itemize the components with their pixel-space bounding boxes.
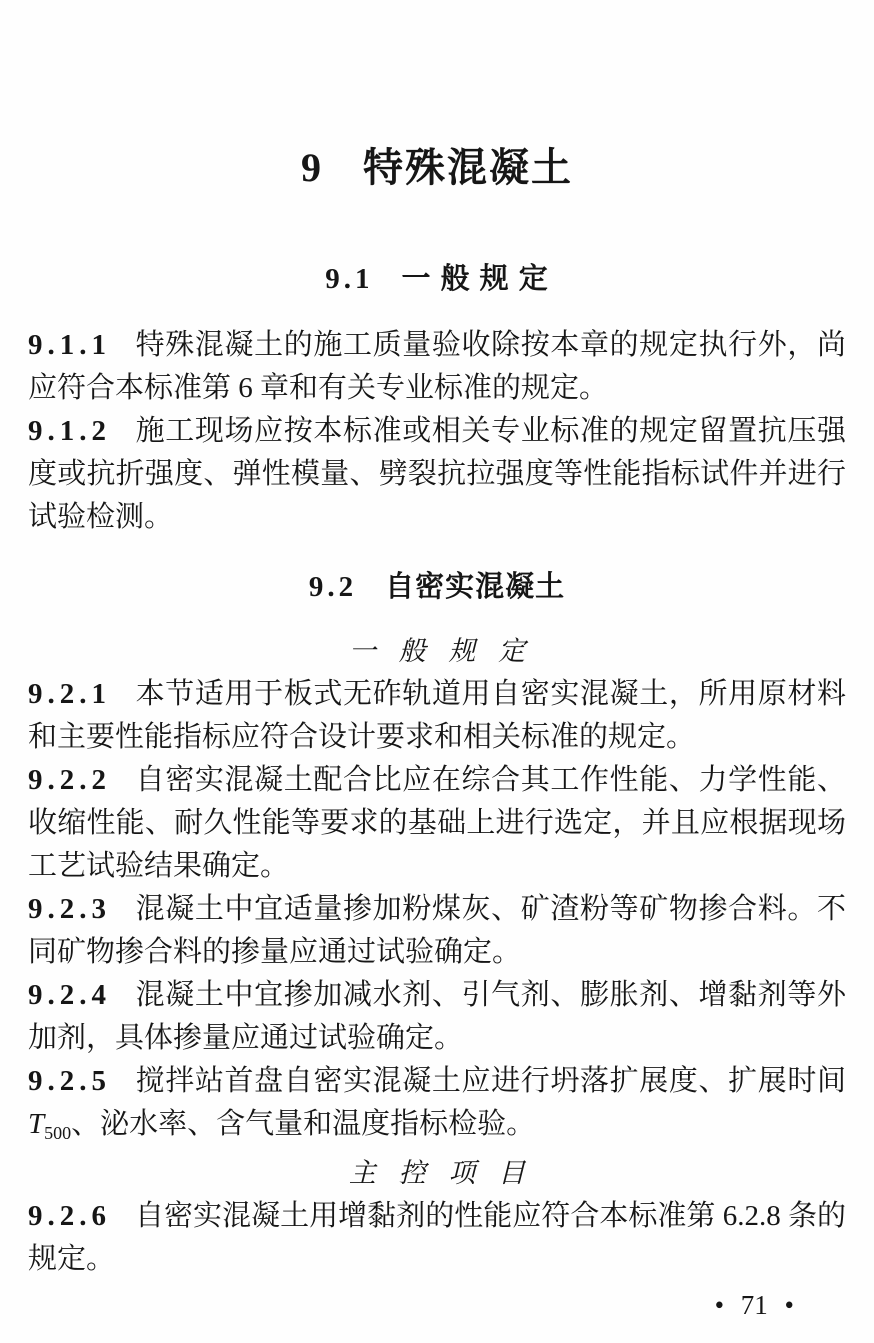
section-heading-9-2	[28, 572, 846, 603]
clause-number: 9.2.2	[28, 764, 111, 796]
clause-text: 施工现场应按本标准或相关专业标准的规定留置抗压强度或抗折强度、弹性模量、劈裂抗拉强度等性能指标试件并进行试验检测。	[28, 415, 846, 533]
clause-number: 9.2.3	[28, 893, 111, 925]
t500-symbol: T	[28, 1108, 45, 1140]
section-9-1-clauses	[28, 324, 846, 539]
clause-text: 本节适用于板式无砟轨道用自密实混凝土，所用原材料和主要性能指标应符合设计要求和相关标准的规定。	[28, 678, 846, 753]
clause-9-2-6	[28, 1195, 846, 1281]
clause-9-2-5	[28, 1060, 846, 1146]
clause-number: 9.1.2	[28, 415, 111, 447]
clause-number: 9.2.1	[28, 678, 111, 710]
section-9-2-general-clauses	[28, 673, 846, 1146]
section-heading-9-1	[28, 263, 846, 295]
t500-subscript: 500	[44, 1123, 72, 1143]
chapter-number: 9	[301, 145, 321, 190]
chapter-name: 特殊混凝土	[363, 146, 573, 190]
section-9-2-main-control-clauses	[28, 1195, 846, 1281]
clause-number: 9.2.4	[28, 979, 111, 1011]
clause-text: 混凝土中宜掺加减水剂、引气剂、膨胀剂、增黏剂等外加剂，具体掺量应通过试验确定。	[28, 979, 846, 1054]
section-title: 一 般 规 定	[401, 263, 549, 295]
page-number: • 71 •	[714, 1290, 794, 1320]
clause-9-1-1	[28, 324, 846, 410]
clause-number: 9.2.5	[28, 1065, 111, 1097]
clause-number: 9.1.1	[28, 329, 111, 361]
clause-text: 自密实混凝土配合比应在综合其工作性能、力学性能、收缩性能、耐久性能等要求的基础上进行选定，并且应根据现场工艺试验结果确定。	[28, 764, 846, 882]
chapter-title	[28, 146, 846, 190]
clause-9-2-1	[28, 673, 846, 759]
clause-9-2-2	[28, 759, 846, 888]
section-number: 9.2	[308, 571, 358, 603]
clause-text: 特殊混凝土的施工质量验收除按本章的规定执行外，尚应符合本标准第 6 章和有关专业标准的规定。	[28, 329, 846, 404]
clause-9-2-3	[28, 888, 846, 974]
main-control-items-label: 主 控 项 目	[348, 1158, 526, 1188]
clause-9-2-4	[28, 974, 846, 1060]
section-title: 自密实混凝土	[385, 571, 566, 603]
clause-text: 混凝土中宜适量掺加粉煤灰、矿渣粉等矿物掺合料。不同矿物掺合料的掺量应通过试验确定。	[28, 893, 846, 968]
clause-text: 自密实混凝土用增黏剂的性能应符合本标准第 6.2.8 条的规定。	[28, 1200, 846, 1275]
clause-9-1-2	[28, 410, 846, 539]
clause-text-after-symbol: 、泌水率、含气量和温度指标检验。	[71, 1108, 536, 1140]
clause-number: 9.2.6	[28, 1200, 111, 1232]
general-provisions-label: 一 般 规 定	[348, 636, 526, 666]
section-number: 9.1	[325, 263, 374, 295]
clause-text-before-symbol: 搅拌站首盘自密实混凝土应进行坍落扩展度、扩展时间	[135, 1065, 846, 1097]
